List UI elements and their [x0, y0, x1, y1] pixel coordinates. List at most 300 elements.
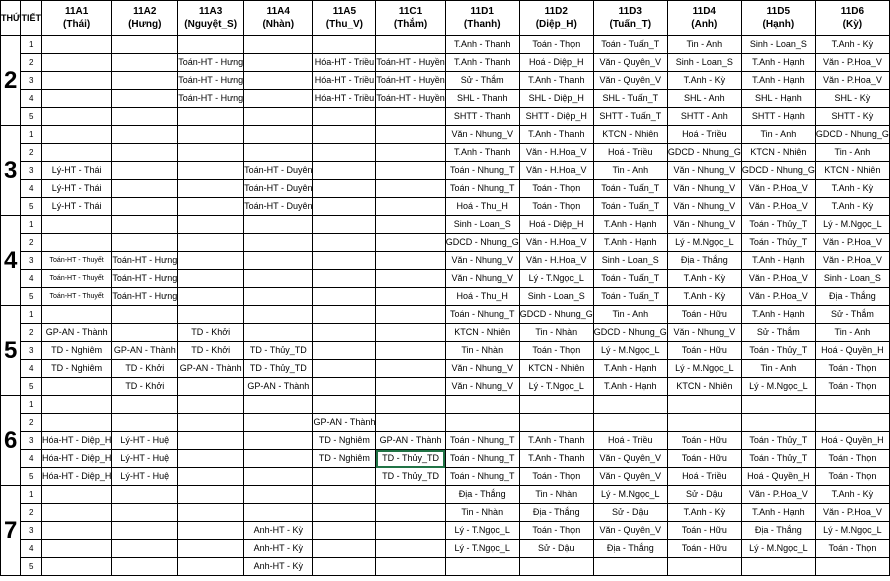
- schedule-cell[interactable]: [178, 558, 244, 576]
- schedule-cell[interactable]: Sinh - Loan_S: [815, 270, 889, 288]
- schedule-cell[interactable]: Hóa-HT - Triều: [313, 72, 376, 90]
- schedule-cell[interactable]: [112, 198, 178, 216]
- class-header-11a3[interactable]: [178, 1, 244, 36]
- schedule-cell[interactable]: [313, 522, 376, 540]
- schedule-cell[interactable]: [41, 486, 111, 504]
- schedule-cell[interactable]: [112, 504, 178, 522]
- schedule-cell[interactable]: Văn - Nhung_V: [445, 252, 519, 270]
- schedule-cell[interactable]: Toán - Thủy_T: [741, 432, 815, 450]
- schedule-cell[interactable]: Tin - Nhàn: [519, 324, 593, 342]
- schedule-cell[interactable]: [244, 108, 313, 126]
- schedule-cell[interactable]: SHL - Diệp_H: [519, 90, 593, 108]
- schedule-cell[interactable]: [313, 270, 376, 288]
- day-cell[interactable]: 6: [1, 396, 21, 486]
- schedule-cell[interactable]: [815, 414, 889, 432]
- schedule-cell[interactable]: [244, 90, 313, 108]
- schedule-cell[interactable]: GP-AN - Thành: [178, 360, 244, 378]
- schedule-cell[interactable]: Lý - T.Ngọc_L: [519, 270, 593, 288]
- class-header-11d5[interactable]: [741, 1, 815, 36]
- schedule-cell[interactable]: [244, 504, 313, 522]
- schedule-cell[interactable]: T.Anh - Kỳ: [667, 504, 741, 522]
- schedule-cell[interactable]: [178, 504, 244, 522]
- schedule-cell[interactable]: [244, 306, 313, 324]
- schedule-cell[interactable]: [178, 126, 244, 144]
- period-cell[interactable]: 3: [21, 72, 42, 90]
- schedule-cell[interactable]: Hoá - Triều: [667, 126, 741, 144]
- schedule-cell[interactable]: [376, 414, 445, 432]
- schedule-cell[interactable]: [41, 504, 111, 522]
- schedule-cell[interactable]: [112, 216, 178, 234]
- schedule-cell[interactable]: [376, 360, 445, 378]
- schedule-cell[interactable]: [376, 126, 445, 144]
- schedule-cell[interactable]: Văn - P.Hoa_V: [741, 288, 815, 306]
- schedule-cell[interactable]: Tin - Anh: [815, 144, 889, 162]
- schedule-cell[interactable]: Toán - Thọn: [815, 378, 889, 396]
- period-cell[interactable]: 1: [21, 126, 42, 144]
- schedule-cell[interactable]: SHL - Hạnh: [741, 90, 815, 108]
- schedule-cell[interactable]: Tin - Anh: [741, 360, 815, 378]
- schedule-cell[interactable]: [376, 234, 445, 252]
- schedule-cell[interactable]: Hoá - Triều: [593, 144, 667, 162]
- day-cell[interactable]: 4: [1, 216, 21, 306]
- schedule-cell[interactable]: [178, 180, 244, 198]
- schedule-cell[interactable]: Văn - P.Hoa_V: [815, 504, 889, 522]
- schedule-cell[interactable]: Toán-HT - Huyền: [376, 90, 445, 108]
- period-cell[interactable]: 3: [21, 342, 42, 360]
- period-cell[interactable]: 4: [21, 360, 42, 378]
- schedule-cell[interactable]: T.Anh - Thanh: [519, 450, 593, 468]
- schedule-cell[interactable]: Văn - H.Hoa_V: [519, 252, 593, 270]
- schedule-cell[interactable]: T.Anh - Kỳ: [815, 198, 889, 216]
- schedule-cell[interactable]: Anh-HT - Kỳ: [244, 540, 313, 558]
- schedule-cell[interactable]: Văn - Quyên_V: [593, 468, 667, 486]
- schedule-cell[interactable]: Lý - M.Ngọc_L: [741, 378, 815, 396]
- schedule-cell[interactable]: Toán - Tuấn_T: [593, 180, 667, 198]
- schedule-cell[interactable]: TD - Khởi: [112, 378, 178, 396]
- schedule-cell[interactable]: [178, 414, 244, 432]
- schedule-cell[interactable]: KTCN - Nhiên: [445, 324, 519, 342]
- schedule-cell[interactable]: SHTT - Hạnh: [741, 108, 815, 126]
- schedule-cell[interactable]: [41, 540, 111, 558]
- schedule-cell[interactable]: Lý - T.Ngọc_L: [445, 522, 519, 540]
- schedule-cell[interactable]: [178, 486, 244, 504]
- schedule-cell[interactable]: Anh-HT - Kỳ: [244, 558, 313, 576]
- schedule-cell[interactable]: Lý-HT - Thái: [41, 198, 111, 216]
- schedule-cell[interactable]: [41, 90, 111, 108]
- schedule-cell[interactable]: [112, 306, 178, 324]
- schedule-cell[interactable]: Văn - P.Hoa_V: [815, 252, 889, 270]
- schedule-cell[interactable]: [376, 288, 445, 306]
- schedule-cell[interactable]: [244, 270, 313, 288]
- schedule-cell[interactable]: [519, 414, 593, 432]
- schedule-cell[interactable]: GDCD - Nhung_G: [519, 306, 593, 324]
- schedule-cell[interactable]: [376, 396, 445, 414]
- schedule-cell[interactable]: [178, 36, 244, 54]
- schedule-cell[interactable]: [313, 324, 376, 342]
- schedule-cell[interactable]: [244, 36, 313, 54]
- schedule-cell[interactable]: Hoá - Quyền_H: [815, 342, 889, 360]
- period-cell[interactable]: 2: [21, 54, 42, 72]
- schedule-cell[interactable]: Toán - Tuấn_T: [593, 36, 667, 54]
- schedule-cell[interactable]: [41, 216, 111, 234]
- schedule-cell[interactable]: Địa - Thắng: [741, 522, 815, 540]
- schedule-cell[interactable]: [112, 90, 178, 108]
- schedule-cell[interactable]: [376, 216, 445, 234]
- schedule-cell[interactable]: Toán - Nhung_T: [445, 450, 519, 468]
- schedule-cell[interactable]: [41, 522, 111, 540]
- schedule-cell[interactable]: Toán - Thọn: [815, 450, 889, 468]
- period-cell[interactable]: 2: [21, 504, 42, 522]
- schedule-cell[interactable]: [41, 144, 111, 162]
- schedule-cell[interactable]: Văn - P.Hoa_V: [815, 234, 889, 252]
- schedule-cell[interactable]: [41, 414, 111, 432]
- schedule-cell[interactable]: Toán - Hữu: [667, 522, 741, 540]
- schedule-cell[interactable]: GDCD - Nhung_G: [815, 126, 889, 144]
- schedule-cell[interactable]: Văn - H.Hoa_V: [519, 234, 593, 252]
- schedule-cell[interactable]: [41, 306, 111, 324]
- schedule-cell[interactable]: Toán-HT - Hưng: [112, 288, 178, 306]
- schedule-cell[interactable]: Toán - Thủy_T: [741, 342, 815, 360]
- schedule-cell[interactable]: Văn - H.Hoa_V: [519, 144, 593, 162]
- schedule-cell[interactable]: [593, 414, 667, 432]
- schedule-cell[interactable]: GP-AN - Thành: [313, 414, 376, 432]
- day-cell[interactable]: 2: [1, 36, 21, 126]
- schedule-cell[interactable]: [244, 324, 313, 342]
- schedule-cell[interactable]: Văn - P.Hoa_V: [741, 270, 815, 288]
- schedule-cell[interactable]: SHTT - Kỳ: [815, 108, 889, 126]
- period-cell[interactable]: 1: [21, 486, 42, 504]
- schedule-cell[interactable]: Tin - Nhàn: [445, 504, 519, 522]
- schedule-cell[interactable]: TD - Khởi: [178, 324, 244, 342]
- schedule-cell[interactable]: T.Anh - Hạnh: [741, 72, 815, 90]
- schedule-cell[interactable]: Lý-HT - Huệ: [112, 468, 178, 486]
- schedule-cell[interactable]: [313, 396, 376, 414]
- schedule-cell[interactable]: [244, 468, 313, 486]
- schedule-cell[interactable]: [376, 306, 445, 324]
- schedule-cell[interactable]: Toán-HT - Hưng: [178, 90, 244, 108]
- schedule-cell[interactable]: [178, 396, 244, 414]
- schedule-cell[interactable]: Tin - Nhàn: [519, 486, 593, 504]
- schedule-cell[interactable]: KTCN - Nhiên: [667, 378, 741, 396]
- period-cell[interactable]: 3: [21, 162, 42, 180]
- schedule-cell[interactable]: [41, 126, 111, 144]
- schedule-cell[interactable]: Toán-HT - Hưng: [178, 72, 244, 90]
- schedule-cell[interactable]: T.Anh - Kỳ: [815, 486, 889, 504]
- schedule-cell[interactable]: Toán - Thủy_T: [741, 234, 815, 252]
- schedule-cell[interactable]: Toán-HT - Duyên: [244, 162, 313, 180]
- schedule-cell[interactable]: T.Anh - Kỳ: [815, 180, 889, 198]
- period-cell[interactable]: 4: [21, 90, 42, 108]
- schedule-cell[interactable]: [313, 504, 376, 522]
- schedule-cell[interactable]: Toán - Nhung_T: [445, 468, 519, 486]
- schedule-cell[interactable]: [313, 216, 376, 234]
- class-header-11d4[interactable]: [667, 1, 741, 36]
- schedule-cell[interactable]: [376, 198, 445, 216]
- schedule-cell[interactable]: Hoá - Triều: [593, 432, 667, 450]
- schedule-cell[interactable]: Toán - Thọn: [815, 540, 889, 558]
- schedule-cell[interactable]: Toán - Tuấn_T: [593, 198, 667, 216]
- schedule-cell[interactable]: [178, 522, 244, 540]
- class-header-11a4[interactable]: [244, 1, 313, 36]
- schedule-cell[interactable]: GDCD - Nhung_G: [593, 324, 667, 342]
- schedule-cell[interactable]: TD - Nghiêm: [41, 342, 111, 360]
- schedule-cell[interactable]: [178, 162, 244, 180]
- schedule-cell[interactable]: GDCD - Nhung_G: [667, 144, 741, 162]
- schedule-cell[interactable]: [313, 126, 376, 144]
- schedule-cell[interactable]: [178, 216, 244, 234]
- schedule-cell[interactable]: Toán-HT - Hưng: [178, 54, 244, 72]
- schedule-cell[interactable]: [178, 144, 244, 162]
- schedule-cell[interactable]: Sử - Thắm: [815, 306, 889, 324]
- schedule-cell[interactable]: [313, 306, 376, 324]
- period-cell[interactable]: 4: [21, 180, 42, 198]
- schedule-cell[interactable]: SHTT - Tuấn_T: [593, 108, 667, 126]
- schedule-cell[interactable]: [112, 144, 178, 162]
- schedule-cell[interactable]: [313, 234, 376, 252]
- schedule-cell[interactable]: Lý - M.Ngọc_L: [667, 360, 741, 378]
- schedule-cell[interactable]: [313, 558, 376, 576]
- schedule-cell[interactable]: SHL - Thanh: [445, 90, 519, 108]
- schedule-cell[interactable]: [376, 486, 445, 504]
- schedule-cell[interactable]: T.Anh - Thanh: [519, 72, 593, 90]
- class-header-11d2[interactable]: [519, 1, 593, 36]
- schedule-cell[interactable]: Lý - T.Ngọc_L: [519, 378, 593, 396]
- schedule-cell[interactable]: Toán-HT - Huyền: [376, 54, 445, 72]
- schedule-cell[interactable]: Địa - Thắng: [815, 288, 889, 306]
- schedule-cell[interactable]: GDCD - Nhung_G: [445, 234, 519, 252]
- schedule-cell[interactable]: [41, 36, 111, 54]
- schedule-cell[interactable]: T.Anh - Hạnh: [593, 234, 667, 252]
- schedule-cell[interactable]: T.Anh - Hạnh: [741, 252, 815, 270]
- schedule-cell[interactable]: Sử - Thắm: [741, 324, 815, 342]
- schedule-cell[interactable]: Lý-HT - Thái: [41, 162, 111, 180]
- schedule-cell[interactable]: [741, 396, 815, 414]
- schedule-cell[interactable]: T.Anh - Kỳ: [667, 288, 741, 306]
- schedule-cell[interactable]: Toán-HT - Huyền: [376, 72, 445, 90]
- schedule-cell[interactable]: Toán-HT - Hưng: [112, 270, 178, 288]
- schedule-cell[interactable]: Văn - Nhung_V: [445, 126, 519, 144]
- schedule-cell[interactable]: SHL - Tuấn_T: [593, 90, 667, 108]
- schedule-cell[interactable]: [41, 108, 111, 126]
- schedule-cell[interactable]: [112, 558, 178, 576]
- schedule-cell[interactable]: [244, 234, 313, 252]
- schedule-cell[interactable]: [376, 342, 445, 360]
- schedule-cell[interactable]: T.Anh - Thanh: [519, 126, 593, 144]
- schedule-cell[interactable]: [244, 396, 313, 414]
- schedule-cell[interactable]: Văn - H.Hoa_V: [519, 162, 593, 180]
- schedule-cell[interactable]: [244, 126, 313, 144]
- schedule-cell[interactable]: Văn - Nhung_V: [667, 162, 741, 180]
- schedule-cell[interactable]: [112, 72, 178, 90]
- schedule-cell[interactable]: [815, 396, 889, 414]
- schedule-cell[interactable]: [519, 558, 593, 576]
- schedule-cell[interactable]: [112, 126, 178, 144]
- schedule-cell[interactable]: Lý-HT - Huệ: [112, 450, 178, 468]
- schedule-cell[interactable]: [112, 396, 178, 414]
- schedule-cell[interactable]: Văn - Quyên_V: [593, 450, 667, 468]
- schedule-cell[interactable]: Toán - Thọn: [519, 180, 593, 198]
- schedule-cell[interactable]: Tin - Anh: [593, 162, 667, 180]
- period-cell[interactable]: 5: [21, 468, 42, 486]
- schedule-cell[interactable]: [112, 324, 178, 342]
- schedule-cell[interactable]: Lý - M.Ngọc_L: [815, 216, 889, 234]
- schedule-cell[interactable]: KTCN - Nhiên: [519, 360, 593, 378]
- period-cell[interactable]: 1: [21, 36, 42, 54]
- class-header-11a5[interactable]: [313, 1, 376, 36]
- schedule-cell[interactable]: Lý - M.Ngọc_L: [815, 522, 889, 540]
- schedule-cell[interactable]: Văn - Nhung_V: [445, 378, 519, 396]
- schedule-cell[interactable]: [313, 540, 376, 558]
- schedule-cell[interactable]: [112, 36, 178, 54]
- schedule-cell[interactable]: Toán - Thọn: [519, 36, 593, 54]
- schedule-cell[interactable]: TD - Nghiêm: [313, 450, 376, 468]
- schedule-cell[interactable]: Toán-HT - Duyên: [244, 180, 313, 198]
- schedule-cell[interactable]: Sử - Dậu: [519, 540, 593, 558]
- schedule-cell[interactable]: [112, 234, 178, 252]
- schedule-cell[interactable]: SHL - Kỳ: [815, 90, 889, 108]
- schedule-cell[interactable]: TD - Khởi: [178, 342, 244, 360]
- schedule-cell[interactable]: Anh-HT - Kỳ: [244, 522, 313, 540]
- class-header-11d1[interactable]: [445, 1, 519, 36]
- schedule-cell[interactable]: [244, 486, 313, 504]
- period-cell[interactable]: 2: [21, 324, 42, 342]
- schedule-cell[interactable]: Sử - Thắm: [445, 72, 519, 90]
- schedule-cell[interactable]: Văn - Nhung_V: [667, 198, 741, 216]
- schedule-cell[interactable]: GP-AN - Thành: [376, 432, 445, 450]
- schedule-cell[interactable]: [178, 450, 244, 468]
- schedule-cell[interactable]: [112, 108, 178, 126]
- class-header-11c1[interactable]: [376, 1, 445, 36]
- schedule-cell[interactable]: [41, 72, 111, 90]
- day-column-header[interactable]: THỨ: [1, 1, 21, 36]
- schedule-cell[interactable]: Hoá - Quyền_H: [741, 468, 815, 486]
- schedule-cell[interactable]: Văn - P.Hoa_V: [741, 198, 815, 216]
- schedule-cell[interactable]: T.Anh - Hạnh: [593, 360, 667, 378]
- day-cell[interactable]: 7: [1, 486, 21, 576]
- schedule-cell[interactable]: [313, 36, 376, 54]
- schedule-cell[interactable]: Văn - Nhung_V: [667, 216, 741, 234]
- schedule-cell[interactable]: T.Anh - Hạnh: [741, 306, 815, 324]
- schedule-cell[interactable]: T.Anh - Kỳ: [667, 72, 741, 90]
- schedule-cell[interactable]: [519, 396, 593, 414]
- schedule-cell[interactable]: [376, 504, 445, 522]
- schedule-cell[interactable]: [593, 558, 667, 576]
- schedule-cell[interactable]: T.Anh - Thanh: [445, 144, 519, 162]
- schedule-cell[interactable]: [112, 180, 178, 198]
- schedule-cell[interactable]: [244, 450, 313, 468]
- schedule-cell[interactable]: Tin - Anh: [741, 126, 815, 144]
- schedule-cell[interactable]: [313, 486, 376, 504]
- schedule-cell[interactable]: [178, 234, 244, 252]
- schedule-cell[interactable]: Lý - M.Ngọc_L: [593, 342, 667, 360]
- period-cell[interactable]: 3: [21, 252, 42, 270]
- schedule-cell[interactable]: TD - Nghiêm: [41, 360, 111, 378]
- schedule-cell[interactable]: [178, 468, 244, 486]
- schedule-cell[interactable]: [244, 432, 313, 450]
- schedule-cell[interactable]: Văn - Quyên_V: [593, 54, 667, 72]
- schedule-cell[interactable]: [741, 558, 815, 576]
- schedule-cell[interactable]: Toán-HT - Thuyết: [41, 252, 111, 270]
- schedule-cell[interactable]: T.Anh - Kỳ: [667, 270, 741, 288]
- day-cell[interactable]: 5: [1, 306, 21, 396]
- schedule-cell[interactable]: [178, 378, 244, 396]
- schedule-cell[interactable]: Tin - Nhàn: [445, 342, 519, 360]
- schedule-cell[interactable]: [313, 108, 376, 126]
- schedule-cell[interactable]: [376, 558, 445, 576]
- schedule-cell[interactable]: Toán - Hữu: [667, 342, 741, 360]
- schedule-cell[interactable]: [376, 162, 445, 180]
- schedule-cell[interactable]: T.Anh - Thanh: [445, 36, 519, 54]
- schedule-cell[interactable]: Hoá - Thu_H: [445, 198, 519, 216]
- period-cell[interactable]: 4: [21, 450, 42, 468]
- schedule-cell[interactable]: Hoá - Quyền_H: [815, 432, 889, 450]
- schedule-cell[interactable]: [741, 414, 815, 432]
- period-cell[interactable]: 5: [21, 198, 42, 216]
- schedule-cell[interactable]: KTCN - Nhiên: [815, 162, 889, 180]
- schedule-cell[interactable]: Tin - Anh: [667, 36, 741, 54]
- schedule-cell[interactable]: [178, 306, 244, 324]
- schedule-cell[interactable]: Lý - M.Ngọc_L: [593, 486, 667, 504]
- schedule-cell[interactable]: Hóa-HT - Triều: [313, 54, 376, 72]
- schedule-cell[interactable]: [112, 522, 178, 540]
- schedule-cell[interactable]: [313, 360, 376, 378]
- schedule-cell[interactable]: Toán - Hữu: [667, 432, 741, 450]
- schedule-cell[interactable]: Văn - P.Hoa_V: [741, 486, 815, 504]
- schedule-cell[interactable]: [112, 414, 178, 432]
- schedule-cell[interactable]: [376, 540, 445, 558]
- schedule-cell[interactable]: Toán - Thọn: [815, 468, 889, 486]
- schedule-cell[interactable]: [667, 396, 741, 414]
- schedule-cell[interactable]: [313, 378, 376, 396]
- schedule-cell[interactable]: Tin - Anh: [815, 324, 889, 342]
- schedule-cell[interactable]: [244, 252, 313, 270]
- schedule-cell[interactable]: Địa - Thắng: [519, 504, 593, 522]
- schedule-cell[interactable]: [178, 270, 244, 288]
- schedule-cell[interactable]: Lý-HT - Thái: [41, 180, 111, 198]
- schedule-cell[interactable]: [376, 324, 445, 342]
- schedule-cell[interactable]: GDCD - Nhung_G: [741, 162, 815, 180]
- schedule-cell[interactable]: [112, 486, 178, 504]
- schedule-cell[interactable]: [41, 378, 111, 396]
- period-cell[interactable]: 1: [21, 396, 42, 414]
- schedule-cell[interactable]: [41, 234, 111, 252]
- class-header-11d3[interactable]: [593, 1, 667, 36]
- schedule-cell[interactable]: TD - Thủy_TD: [376, 468, 445, 486]
- schedule-cell[interactable]: Toán-HT - Duyên: [244, 198, 313, 216]
- schedule-cell[interactable]: Hoá - Diệp_H: [519, 216, 593, 234]
- schedule-cell[interactable]: Văn - P.Hoa_V: [741, 180, 815, 198]
- schedule-cell[interactable]: [445, 414, 519, 432]
- schedule-cell[interactable]: Văn - Nhung_V: [445, 360, 519, 378]
- schedule-cell[interactable]: TD - Khởi: [112, 360, 178, 378]
- schedule-cell[interactable]: Lý-HT - Huệ: [112, 432, 178, 450]
- period-cell[interactable]: 1: [21, 306, 42, 324]
- schedule-cell[interactable]: [313, 144, 376, 162]
- period-cell[interactable]: 3: [21, 522, 42, 540]
- schedule-cell[interactable]: Toán - Tuấn_T: [593, 270, 667, 288]
- schedule-cell[interactable]: Toán - Thọn: [519, 198, 593, 216]
- schedule-cell[interactable]: KTCN - Nhiên: [741, 144, 815, 162]
- schedule-cell[interactable]: [41, 558, 111, 576]
- schedule-cell[interactable]: Lý - M.Ngọc_L: [741, 540, 815, 558]
- schedule-cell[interactable]: Toán - Hữu: [667, 540, 741, 558]
- schedule-cell[interactable]: Toán - Tuấn_T: [593, 288, 667, 306]
- schedule-cell[interactable]: T.Anh - Kỳ: [815, 36, 889, 54]
- day-cell[interactable]: 3: [1, 126, 21, 216]
- schedule-cell[interactable]: [112, 162, 178, 180]
- schedule-cell[interactable]: SHL - Anh: [667, 90, 741, 108]
- schedule-cell[interactable]: [41, 396, 111, 414]
